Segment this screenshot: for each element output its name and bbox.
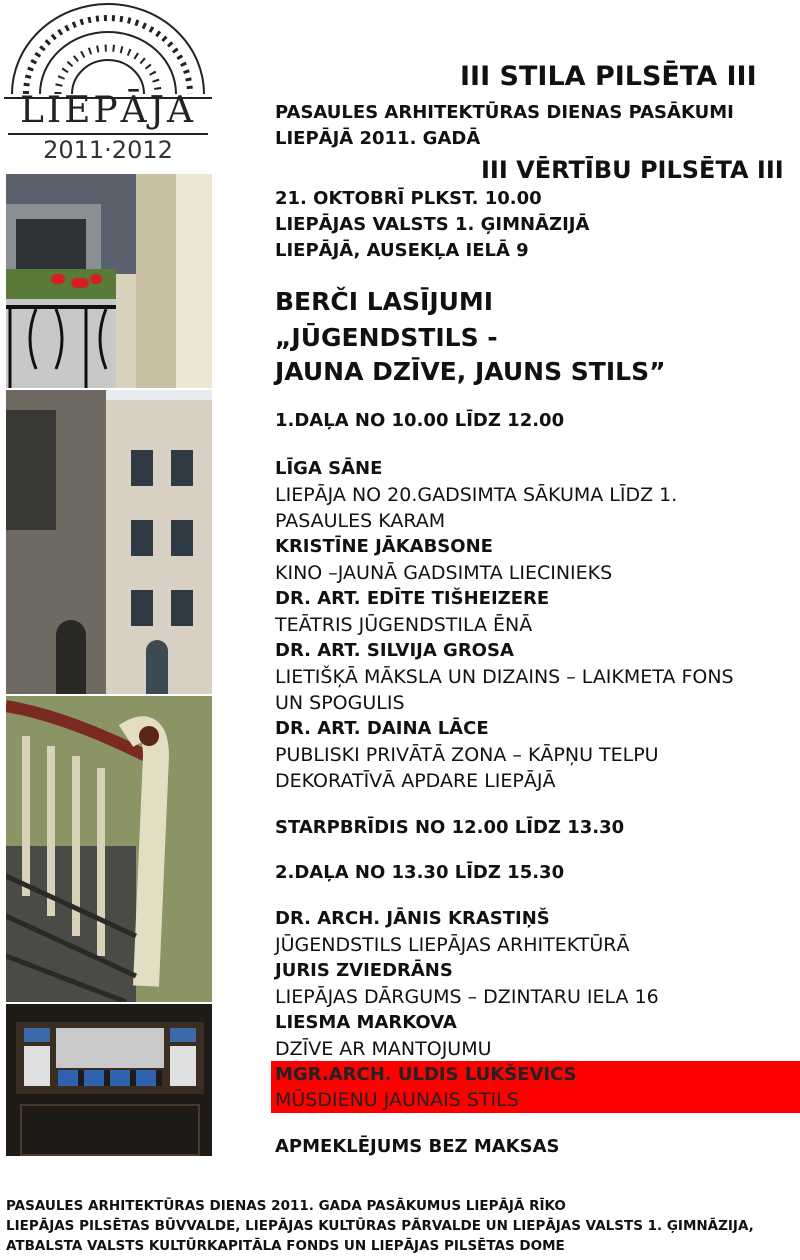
- speaker-topic: TEĀTRIS JŪGENDSTILA ĒNĀ: [275, 614, 533, 636]
- event-venue: LIEPĀJAS VALSTS 1. ĢIMNĀZIJĀ: [275, 214, 590, 235]
- speaker-name: DR. ARCH. JĀNIS KRASTIŅŠ: [275, 908, 550, 929]
- title-line-1: BERČI LASĪJUMI: [275, 287, 494, 316]
- photo-balcony: [6, 174, 212, 388]
- speaker-topic: DEKORATĪVĀ APDARE LIEPĀJĀ: [275, 770, 556, 792]
- speaker-topic: JŪGENDSTILS LIEPĀJAS ARHITEKTŪRĀ: [275, 934, 630, 956]
- speaker-topic: LIEPĀJA NO 20.GADSIMTA SĀKUMA LĪDZ 1.: [275, 484, 678, 506]
- title-line-3: JAUNA DZĪVE, JAUNS STILS”: [275, 357, 666, 386]
- highlight-speaker-name: MGR.ARCH. ULDIS LUKŠEVICS: [275, 1064, 577, 1085]
- speaker-topic: PASAULES KARAM: [275, 510, 446, 532]
- title-line-2: „JŪGENDSTILS -: [275, 323, 498, 352]
- event-date-time: 21. OKTOBRĪ PLKST. 10.00: [275, 188, 542, 209]
- part-1-heading: 1.DAĻA NO 10.00 LĪDZ 12.00: [275, 410, 565, 431]
- free-entrance: APMEKLĒJUMS BEZ MAKSAS: [275, 1136, 560, 1157]
- header-stila-pilseta: III STILA PILSĒTA III: [460, 61, 757, 92]
- break-heading: STARPBRĪDIS NO 12.00 LĪDZ 13.30: [275, 817, 625, 838]
- speaker-name: DR. ART. EDĪTE TIŠHEIZERE: [275, 588, 550, 609]
- logo-years: 2011·2012: [43, 136, 173, 164]
- header-gads: LIEPĀJĀ 2011. GADĀ: [275, 128, 481, 149]
- highlight-speaker-topic: MŪSDIENU JAUNAIS STILS: [275, 1089, 519, 1111]
- logo-name: LIEPĀJA: [19, 90, 197, 131]
- photo-door: [6, 1004, 212, 1156]
- speaker-topic: UN SPOGULIS: [275, 692, 405, 714]
- header-pasakumi: PASAULES ARHITEKTŪRAS DIENAS PASĀKUMI: [275, 102, 734, 123]
- footer-line-2: LIEPĀJAS PILSĒTAS BŪVVALDE, LIEPĀJAS KULTŪRAS PĀRVALDE UN LIEPĀJAS VALSTS 1. ĢIMNĀZIJA,: [6, 1218, 754, 1234]
- speaker-name: LĪGA SĀNE: [275, 458, 383, 479]
- speaker-topic: DZĪVE AR MANTOJUMU: [275, 1038, 492, 1060]
- photo-staircase: [6, 696, 212, 1002]
- speaker-name: LIESMA MARKOVA: [275, 1012, 457, 1033]
- footer-line-3: ATBALSTA VALSTS KULTŪRKAPITĀLA FONDS UN LIEPĀJAS PILSĒTAS DOME: [6, 1238, 565, 1254]
- footer-line-1: PASAULES ARHITEKTŪRAS DIENAS 2011. GADA PASĀKUMUS LIEPĀJĀ RĪKO: [6, 1198, 566, 1214]
- speaker-name: DR. ART. DAINA LĀCE: [275, 718, 489, 739]
- speaker-name: DR. ART. SILVIJA GROSA: [275, 640, 514, 661]
- part-2-heading: 2.DAĻA NO 13.30 LĪDZ 15.30: [275, 862, 565, 883]
- speaker-name: JURIS ZVIEDRĀNS: [275, 960, 453, 981]
- photo-courtyard: [6, 390, 212, 694]
- speaker-name: KRISTĪNE JĀKABSONE: [275, 536, 493, 557]
- speaker-topic: LIETIŠĶĀ MĀKSLA UN DIZAINS – LAIKMETA FONS: [275, 666, 734, 688]
- liepaja-logo: [4, 2, 212, 166]
- speaker-topic: LIEPĀJAS DĀRGUMS – DZINTARU IELA 16: [275, 986, 659, 1008]
- speaker-topic: PUBLISKI PRIVĀTĀ ZONA – KĀPŅU TELPU: [275, 744, 659, 766]
- header-vertibu-pilseta: III VĒRTĪBU PILSĒTA III: [481, 156, 784, 184]
- event-address: LIEPĀJĀ, AUSEKĻA IELĀ 9: [275, 240, 529, 261]
- speaker-topic: KINO –JAUNĀ GADSIMTA LIECINIEKS: [275, 562, 613, 584]
